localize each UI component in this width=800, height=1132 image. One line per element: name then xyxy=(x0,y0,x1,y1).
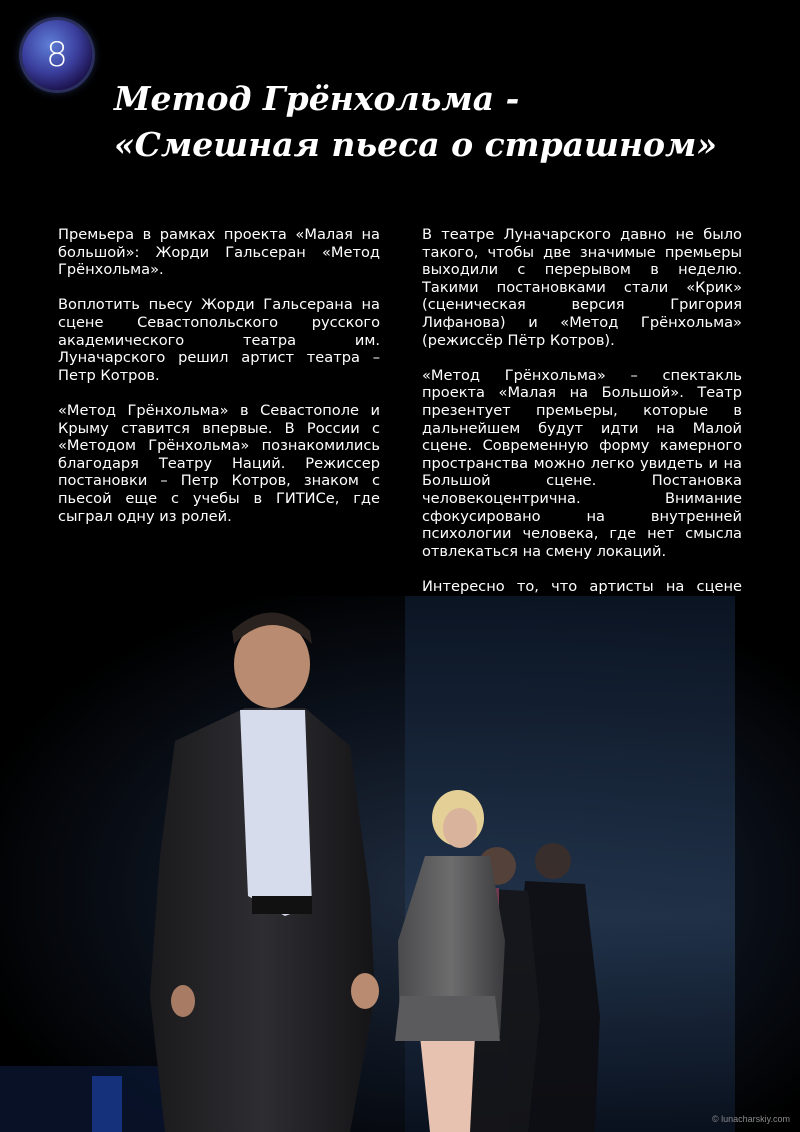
photo-credit: © lunacharskiy.com xyxy=(712,1114,790,1124)
paragraph: В театре Луначарского давно не было такого, чтобы две значимые премьеры выходили с перерывом в неделю. Такими постановками стали «Крик» (сценическая версия Григория Лифанова) и «Метод Грёнхольма» (режиссёр Пётр Котров). xyxy=(422,226,742,349)
stage-photo xyxy=(0,596,800,1132)
page-number-badge xyxy=(22,20,92,90)
article-title xyxy=(114,76,774,168)
title-line-1: Метод Грёнхольма - xyxy=(114,79,520,118)
page-number: 8 xyxy=(46,35,68,75)
paragraph: «Метод Грёнхольма» – спектакль проекта «Малая на Большой». Театр презентует премьеры, которые в дальнейшем будут идти на Малой сцене. Современную форму камерного пространства можно легко увидеть и на Большой сцене. Постановка человекоцентрична. Внимание сфокусировано на внутренней психологии человека, где нет смысла отвлекаться на смену локаций. xyxy=(422,366,742,560)
paragraph: Интересно то, что артисты на сцене xyxy=(422,577,742,595)
title-line-2: «Смешная пьеса о страшном» xyxy=(114,125,718,164)
paragraph: «Метод Грёнхольма» в Севастополе и Крыму ставится впервые. В России с «Методом Грёнхольма» познакомились благодаря Театру Наций. Режиссер постановки – Петр Котров, знаком с пьесой еще с учебы в ГИТИСе, где сыграл одну из ролей. xyxy=(58,401,380,525)
left-text-column xyxy=(58,226,380,543)
paragraph: Премьера в рамках проекта «Малая на большой»: Жорди Гальсеран «Метод Грёнхольма». xyxy=(58,226,380,279)
paragraph: Воплотить пьесу Жорди Гальсерана на сцене Севастопольского русского академического театра им. Луначарского решил артист театра – Петр Котров. xyxy=(58,296,380,384)
